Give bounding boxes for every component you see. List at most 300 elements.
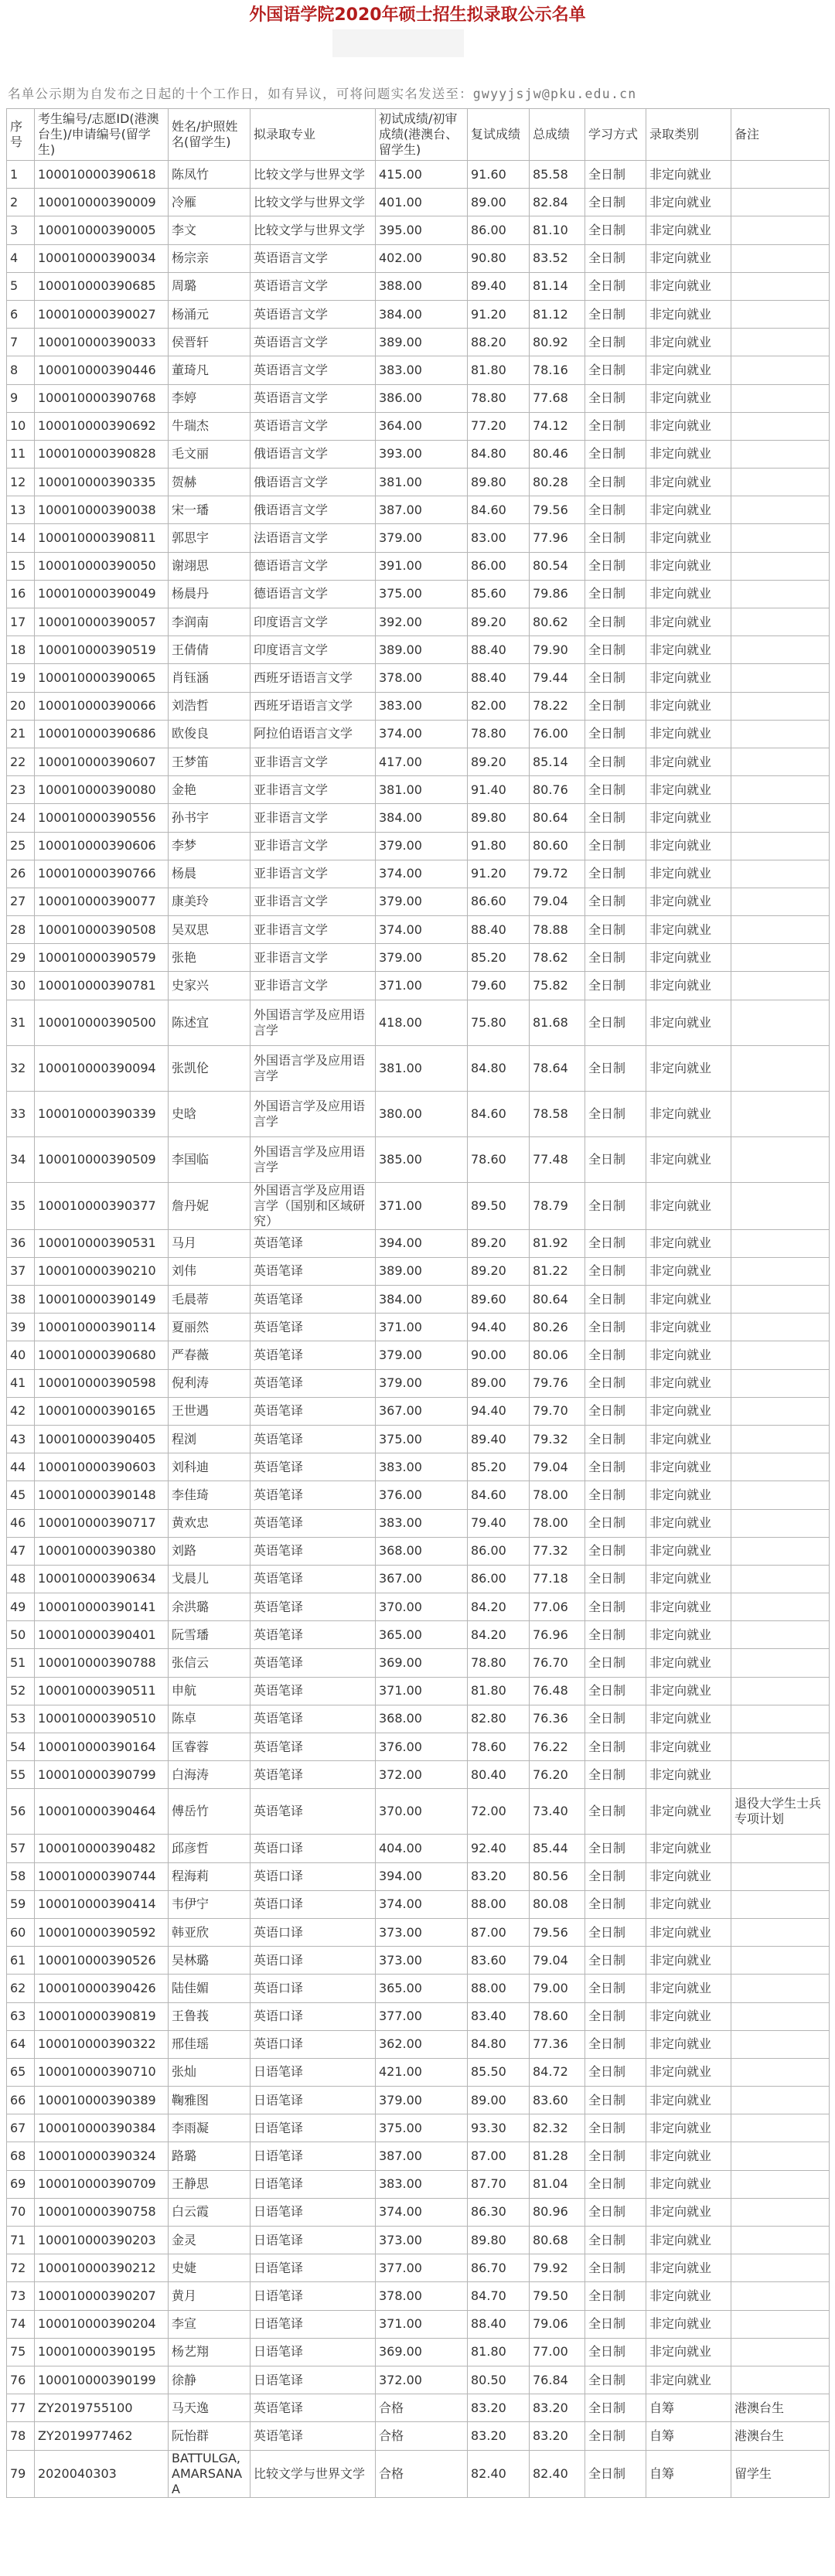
cell-candidate-id: 100010000390598	[35, 1369, 169, 1397]
cell-retest-score: 88.00	[468, 1975, 530, 2002]
cell-admission-type: 非定向就业	[646, 2227, 731, 2254]
cell-name: 韦伊宁	[169, 1890, 250, 1918]
cell-name: 杨艺翔	[169, 2338, 250, 2366]
cell-admission-type: 非定向就业	[646, 1835, 731, 1862]
cell-admission-type: 非定向就业	[646, 1509, 731, 1537]
cell-admission-type: 非定向就业	[646, 189, 731, 216]
cell-candidate-id: 100010000390380	[35, 1537, 169, 1565]
cell-name: 康美玲	[169, 888, 250, 915]
cell-name: 余洪璐	[169, 1593, 250, 1621]
cell-study-mode: 全日制	[585, 1593, 646, 1621]
cell-major: 比较文学与世界文学	[250, 216, 376, 244]
cell-name: 李润南	[169, 608, 250, 636]
cell-prelim-score: 372.00	[376, 1761, 468, 1789]
cell-retest-score: 89.80	[468, 804, 530, 832]
cell-study-mode: 全日制	[585, 2142, 646, 2170]
cell-index: 63	[7, 2002, 35, 2030]
cell-name: 王静思	[169, 2170, 250, 2198]
cell-index: 32	[7, 1045, 35, 1091]
cell-index: 3	[7, 216, 35, 244]
cell-study-mode: 全日制	[585, 356, 646, 384]
cell-candidate-id: 100010000390744	[35, 1862, 169, 1890]
table-row	[7, 2227, 830, 2254]
cell-remarks	[731, 2030, 830, 2058]
cell-total-score: 76.70	[530, 1649, 585, 1677]
cell-total-score: 76.84	[530, 2366, 585, 2394]
cell-total-score: 81.10	[530, 216, 585, 244]
cell-prelim-score: 421.00	[376, 2058, 468, 2086]
table-row	[7, 2058, 830, 2086]
cell-candidate-id: 100010000390414	[35, 1890, 169, 1918]
cell-index: 27	[7, 888, 35, 915]
cell-admission-type: 非定向就业	[646, 1862, 731, 1890]
cell-admission-type: 非定向就业	[646, 888, 731, 915]
header-prelim-score: 初试成绩/初审成绩(港澳台、留学生)	[376, 109, 468, 161]
cell-total-score: 78.62	[530, 944, 585, 972]
cell-study-mode: 全日制	[585, 412, 646, 440]
cell-candidate-id: 100010000390781	[35, 972, 169, 1000]
cell-index: 68	[7, 2142, 35, 2170]
cell-major: 外国语言学及应用语言学	[250, 1000, 376, 1045]
cell-study-mode: 全日制	[585, 2310, 646, 2338]
cell-name: 刘科迪	[169, 1453, 250, 1481]
cell-index: 20	[7, 692, 35, 720]
cell-retest-score: 75.80	[468, 1000, 530, 1045]
cell-major: 俄语语言文学	[250, 496, 376, 524]
cell-remarks	[731, 2310, 830, 2338]
cell-remarks	[731, 1000, 830, 1045]
cell-prelim-score: 365.00	[376, 1975, 468, 2002]
cell-admission-type: 非定向就业	[646, 1705, 731, 1733]
cell-study-mode: 全日制	[585, 1733, 646, 1761]
cell-retest-score: 91.80	[468, 832, 530, 860]
cell-study-mode: 全日制	[585, 2394, 646, 2422]
cell-total-score: 81.04	[530, 2170, 585, 2198]
cell-total-score: 76.96	[530, 1621, 585, 1649]
cell-candidate-id: 100010000390165	[35, 1397, 169, 1425]
cell-retest-score: 81.80	[468, 1677, 530, 1705]
cell-index: 16	[7, 580, 35, 608]
cell-prelim-score: 370.00	[376, 1789, 468, 1835]
cell-candidate-id: 100010000390405	[35, 1425, 169, 1453]
cell-index: 41	[7, 1369, 35, 1397]
cell-retest-score: 72.00	[468, 1789, 530, 1835]
cell-name: 陈卓	[169, 1705, 250, 1733]
cell-prelim-score: 合格	[376, 2422, 468, 2450]
cell-prelim-score: 368.00	[376, 1705, 468, 1733]
cell-total-score: 77.96	[530, 524, 585, 552]
table-row	[7, 1649, 830, 1677]
cell-retest-score: 82.40	[468, 2450, 530, 2497]
cell-study-mode: 全日制	[585, 189, 646, 216]
cell-candidate-id: 100010000390114	[35, 1314, 169, 1341]
cell-prelim-score: 合格	[376, 2450, 468, 2497]
cell-name: 刘浩哲	[169, 692, 250, 720]
cell-index: 15	[7, 552, 35, 580]
cell-total-score: 79.00	[530, 1975, 585, 2002]
cell-study-mode: 全日制	[585, 2422, 646, 2450]
cell-retest-score: 91.20	[468, 300, 530, 328]
cell-retest-score: 89.20	[468, 608, 530, 636]
table-row	[7, 440, 830, 468]
cell-index: 62	[7, 1975, 35, 2002]
cell-major: 亚非语言文学	[250, 832, 376, 860]
cell-name: 谢翊思	[169, 552, 250, 580]
cell-index: 77	[7, 2394, 35, 2422]
cell-name: 邱彦哲	[169, 1835, 250, 1862]
cell-candidate-id: 100010000390050	[35, 552, 169, 580]
cell-major: 比较文学与世界文学	[250, 2450, 376, 2497]
cell-major: 英语语言文学	[250, 329, 376, 356]
cell-total-score: 80.60	[530, 832, 585, 860]
cell-study-mode: 全日制	[585, 832, 646, 860]
cell-retest-score: 89.80	[468, 469, 530, 496]
cell-candidate-id: 100010000390141	[35, 1593, 169, 1621]
cell-name: 王鲁莪	[169, 2002, 250, 2030]
cell-prelim-score: 417.00	[376, 748, 468, 775]
cell-prelim-score: 379.00	[376, 524, 468, 552]
cell-study-mode: 全日制	[585, 1890, 646, 1918]
table-row	[7, 1862, 830, 1890]
cell-admission-type: 自筹	[646, 2450, 731, 2497]
cell-candidate-id: 100010000390634	[35, 1565, 169, 1593]
cell-total-score: 83.20	[530, 2422, 585, 2450]
cell-prelim-score: 415.00	[376, 161, 468, 189]
cell-admission-type: 非定向就业	[646, 2310, 731, 2338]
cell-admission-type: 非定向就业	[646, 2114, 731, 2142]
cell-major: 英语语言文学	[250, 300, 376, 328]
cell-name: 张灿	[169, 2058, 250, 2086]
cell-remarks	[731, 832, 830, 860]
cell-name: 金灵	[169, 2227, 250, 2254]
cell-candidate-id: ZY2019755100	[35, 2394, 169, 2422]
cell-index: 49	[7, 1593, 35, 1621]
cell-candidate-id: 100010000390034	[35, 244, 169, 272]
cell-retest-score: 78.80	[468, 720, 530, 748]
table-row	[7, 1733, 830, 1761]
cell-study-mode: 全日制	[585, 440, 646, 468]
cell-total-score: 78.79	[530, 1182, 585, 1229]
cell-total-score: 82.40	[530, 2450, 585, 2497]
cell-remarks	[731, 972, 830, 1000]
cell-retest-score: 79.40	[468, 1509, 530, 1537]
cell-name: 戈晨儿	[169, 1565, 250, 1593]
cell-major: 日语笔译	[250, 2198, 376, 2226]
cell-name: 宋一璠	[169, 496, 250, 524]
cell-candidate-id: 100010000390384	[35, 2114, 169, 2142]
cell-remarks	[731, 1091, 830, 1136]
cell-major: 英语笔译	[250, 1341, 376, 1369]
table-row	[7, 1397, 830, 1425]
cell-total-score: 76.20	[530, 1761, 585, 1789]
cell-admission-type: 非定向就业	[646, 1453, 731, 1481]
table-row	[7, 1425, 830, 1453]
cell-candidate-id: 100010000390680	[35, 1341, 169, 1369]
cell-total-score: 79.86	[530, 580, 585, 608]
cell-index: 8	[7, 356, 35, 384]
cell-name: 王世遇	[169, 1397, 250, 1425]
cell-name: 白云霞	[169, 2198, 250, 2226]
cell-remarks	[731, 469, 830, 496]
cell-remarks	[731, 2087, 830, 2114]
cell-admission-type: 非定向就业	[646, 972, 731, 1000]
cell-prelim-score: 381.00	[376, 1045, 468, 1091]
cell-total-score: 79.92	[530, 2254, 585, 2282]
cell-prelim-score: 379.00	[376, 832, 468, 860]
cell-major: 日语笔译	[250, 2114, 376, 2142]
cell-candidate-id: 100010000390212	[35, 2254, 169, 2282]
cell-admission-type: 非定向就业	[646, 944, 731, 972]
cell-remarks	[731, 1890, 830, 1918]
cell-remarks	[731, 1705, 830, 1733]
cell-name: 史婕	[169, 2254, 250, 2282]
cell-remarks	[731, 300, 830, 328]
cell-remarks: 留学生	[731, 2450, 830, 2497]
cell-admission-type: 非定向就业	[646, 1789, 731, 1835]
table-row	[7, 2087, 830, 2114]
cell-retest-score: 78.80	[468, 1649, 530, 1677]
cell-remarks	[731, 440, 830, 468]
cell-admission-type: 非定向就业	[646, 692, 731, 720]
table-row	[7, 664, 830, 692]
cell-name: 欧俊良	[169, 720, 250, 748]
cell-major: 日语笔译	[250, 2087, 376, 2114]
cell-index: 76	[7, 2366, 35, 2394]
cell-remarks	[731, 944, 830, 972]
table-row	[7, 916, 830, 944]
cell-study-mode: 全日制	[585, 2030, 646, 2058]
cell-study-mode: 全日制	[585, 2170, 646, 2198]
cell-study-mode: 全日制	[585, 2002, 646, 2030]
cell-total-score: 81.14	[530, 272, 585, 300]
cell-name: 陈凤竹	[169, 161, 250, 189]
cell-name: 程海莉	[169, 1862, 250, 1890]
cell-candidate-id: 100010000390768	[35, 384, 169, 412]
cell-candidate-id: 100010000390080	[35, 776, 169, 804]
cell-candidate-id: 100010000390788	[35, 1649, 169, 1677]
cell-study-mode: 全日制	[585, 384, 646, 412]
cell-prelim-score: 371.00	[376, 1182, 468, 1229]
cell-prelim-score: 374.00	[376, 916, 468, 944]
cell-major: 英语口译	[250, 2002, 376, 2030]
cell-study-mode: 全日制	[585, 1565, 646, 1593]
table-row	[7, 1789, 830, 1835]
table-row	[7, 720, 830, 748]
cell-name: BATTULGA, AMARSANAA	[169, 2450, 250, 2497]
table-header-row	[7, 109, 830, 161]
cell-retest-score: 88.20	[468, 329, 530, 356]
cell-candidate-id: 100010000390005	[35, 216, 169, 244]
cell-remarks	[731, 1286, 830, 1314]
table-row	[7, 1045, 830, 1091]
cell-prelim-score: 合格	[376, 2394, 468, 2422]
cell-admission-type: 非定向就业	[646, 860, 731, 888]
table-row	[7, 524, 830, 552]
cell-admission-type: 非定向就业	[646, 2142, 731, 2170]
cell-candidate-id: 100010000390038	[35, 496, 169, 524]
cell-total-score: 82.32	[530, 2114, 585, 2142]
cell-retest-score: 86.70	[468, 2254, 530, 2282]
cell-retest-score: 83.40	[468, 2002, 530, 2030]
cell-index: 34	[7, 1136, 35, 1182]
cell-admission-type: 非定向就业	[646, 1136, 731, 1182]
cell-prelim-score: 404.00	[376, 1835, 468, 1862]
cell-total-score: 79.32	[530, 1425, 585, 1453]
header-remarks: 备注	[731, 109, 830, 161]
cell-candidate-id: 100010000390339	[35, 1091, 169, 1136]
header-retest-score: 复试成绩	[468, 109, 530, 161]
cell-study-mode: 全日制	[585, 1789, 646, 1835]
cell-major: 日语笔译	[250, 2282, 376, 2310]
cell-name: 李雨凝	[169, 2114, 250, 2142]
cell-major: 德语语言文学	[250, 580, 376, 608]
cell-name: 鞠雅图	[169, 2087, 250, 2114]
cell-prelim-score: 379.00	[376, 888, 468, 915]
table-row	[7, 944, 830, 972]
cell-index: 30	[7, 972, 35, 1000]
cell-major: 亚非语言文学	[250, 944, 376, 972]
cell-prelim-score: 377.00	[376, 2254, 468, 2282]
cell-study-mode: 全日制	[585, 216, 646, 244]
cell-admission-type: 非定向就业	[646, 832, 731, 860]
table-row	[7, 1369, 830, 1397]
cell-prelim-score: 373.00	[376, 1918, 468, 1946]
cell-candidate-id: 100010000390556	[35, 804, 169, 832]
cell-retest-score: 84.80	[468, 1045, 530, 1091]
cell-name: 阮怡群	[169, 2422, 250, 2450]
cell-total-score: 79.50	[530, 2282, 585, 2310]
cell-index: 47	[7, 1537, 35, 1565]
cell-total-score: 80.46	[530, 440, 585, 468]
cell-study-mode: 全日制	[585, 1425, 646, 1453]
cell-retest-score: 88.40	[468, 664, 530, 692]
cell-retest-score: 78.60	[468, 1733, 530, 1761]
cell-prelim-score: 401.00	[376, 189, 468, 216]
cell-remarks	[731, 2254, 830, 2282]
cell-candidate-id: 100010000390009	[35, 189, 169, 216]
cell-total-score: 78.00	[530, 1481, 585, 1509]
cell-name: 邢佳瑶	[169, 2030, 250, 2058]
cell-candidate-id: 100010000390066	[35, 692, 169, 720]
cell-remarks	[731, 748, 830, 775]
cell-index: 45	[7, 1481, 35, 1509]
cell-name: 毛文丽	[169, 440, 250, 468]
cell-admission-type: 非定向就业	[646, 1975, 731, 2002]
table-row	[7, 1705, 830, 1733]
cell-index: 7	[7, 329, 35, 356]
cell-prelim-score: 393.00	[376, 440, 468, 468]
cell-retest-score: 89.60	[468, 1286, 530, 1314]
cell-retest-score: 86.00	[468, 216, 530, 244]
cell-index: 14	[7, 524, 35, 552]
cell-retest-score: 89.00	[468, 189, 530, 216]
cell-total-score: 77.36	[530, 2030, 585, 2058]
cell-remarks: 退役大学生士兵专项计划	[731, 1789, 830, 1835]
cell-remarks	[731, 552, 830, 580]
cell-total-score: 76.48	[530, 1677, 585, 1705]
cell-index: 23	[7, 776, 35, 804]
cell-candidate-id: 100010000390692	[35, 412, 169, 440]
cell-name: 李文	[169, 216, 250, 244]
cell-total-score: 83.20	[530, 2394, 585, 2422]
cell-retest-score: 86.00	[468, 1537, 530, 1565]
table-row	[7, 1677, 830, 1705]
cell-retest-score: 83.20	[468, 2422, 530, 2450]
table-row	[7, 2450, 830, 2497]
header-name: 姓名/护照姓名(留学生)	[169, 109, 250, 161]
cell-study-mode: 全日制	[585, 161, 646, 189]
cell-prelim-score: 371.00	[376, 972, 468, 1000]
table-row	[7, 1509, 830, 1537]
table-row	[7, 1761, 830, 1789]
cell-study-mode: 全日制	[585, 2087, 646, 2114]
cell-name: 史晗	[169, 1091, 250, 1136]
cell-admission-type: 非定向就业	[646, 2087, 731, 2114]
table-row	[7, 1229, 830, 1257]
cell-major: 日语笔译	[250, 2142, 376, 2170]
cell-total-score: 77.18	[530, 1565, 585, 1593]
cell-study-mode: 全日制	[585, 1649, 646, 1677]
table-row	[7, 1481, 830, 1509]
cell-retest-score: 84.80	[468, 440, 530, 468]
cell-major: 英语笔译	[250, 2422, 376, 2450]
table-row	[7, 552, 830, 580]
cell-major: 亚非语言文学	[250, 748, 376, 775]
cell-candidate-id: 100010000390828	[35, 440, 169, 468]
cell-prelim-score: 374.00	[376, 2198, 468, 2226]
cell-retest-score: 88.00	[468, 1890, 530, 1918]
cell-index: 17	[7, 608, 35, 636]
cell-total-score: 79.06	[530, 2310, 585, 2338]
cell-candidate-id: 100010000390401	[35, 1621, 169, 1649]
cell-remarks	[731, 356, 830, 384]
cell-name: 张凯伦	[169, 1045, 250, 1091]
cell-prelim-score: 379.00	[376, 2087, 468, 2114]
cell-major: 日语笔译	[250, 2366, 376, 2394]
cell-prelim-score: 378.00	[376, 664, 468, 692]
cell-candidate-id: 100010000390210	[35, 1257, 169, 1285]
cell-study-mode: 全日制	[585, 1369, 646, 1397]
cell-name: 白海涛	[169, 1761, 250, 1789]
cell-candidate-id: 100010000390065	[35, 664, 169, 692]
table-row	[7, 2114, 830, 2142]
cell-retest-score: 88.40	[468, 916, 530, 944]
header-major: 拟录取专业	[250, 109, 376, 161]
cell-major: 日语笔译	[250, 2338, 376, 2366]
cell-prelim-score: 368.00	[376, 1537, 468, 1565]
cell-remarks	[731, 496, 830, 524]
cell-candidate-id: 100010000390508	[35, 916, 169, 944]
cell-study-mode: 全日制	[585, 552, 646, 580]
cell-candidate-id: 100010000390510	[35, 1705, 169, 1733]
cell-admission-type: 非定向就业	[646, 1537, 731, 1565]
cell-major: 亚非语言文学	[250, 804, 376, 832]
cell-admission-type: 非定向就业	[646, 1229, 731, 1257]
cell-candidate-id: 100010000390464	[35, 1789, 169, 1835]
cell-total-score: 85.14	[530, 748, 585, 775]
cell-prelim-score: 394.00	[376, 1862, 468, 1890]
cell-retest-score: 84.70	[468, 2282, 530, 2310]
cell-prelim-score: 383.00	[376, 2170, 468, 2198]
cell-admission-type: 非定向就业	[646, 2002, 731, 2030]
cell-remarks	[731, 1045, 830, 1091]
cell-total-score: 81.22	[530, 1257, 585, 1285]
cell-major: 英语笔译	[250, 1733, 376, 1761]
cell-remarks	[731, 412, 830, 440]
cell-prelim-score: 383.00	[376, 692, 468, 720]
cell-admission-type: 非定向就业	[646, 748, 731, 775]
cell-prelim-score: 371.00	[376, 2310, 468, 2338]
